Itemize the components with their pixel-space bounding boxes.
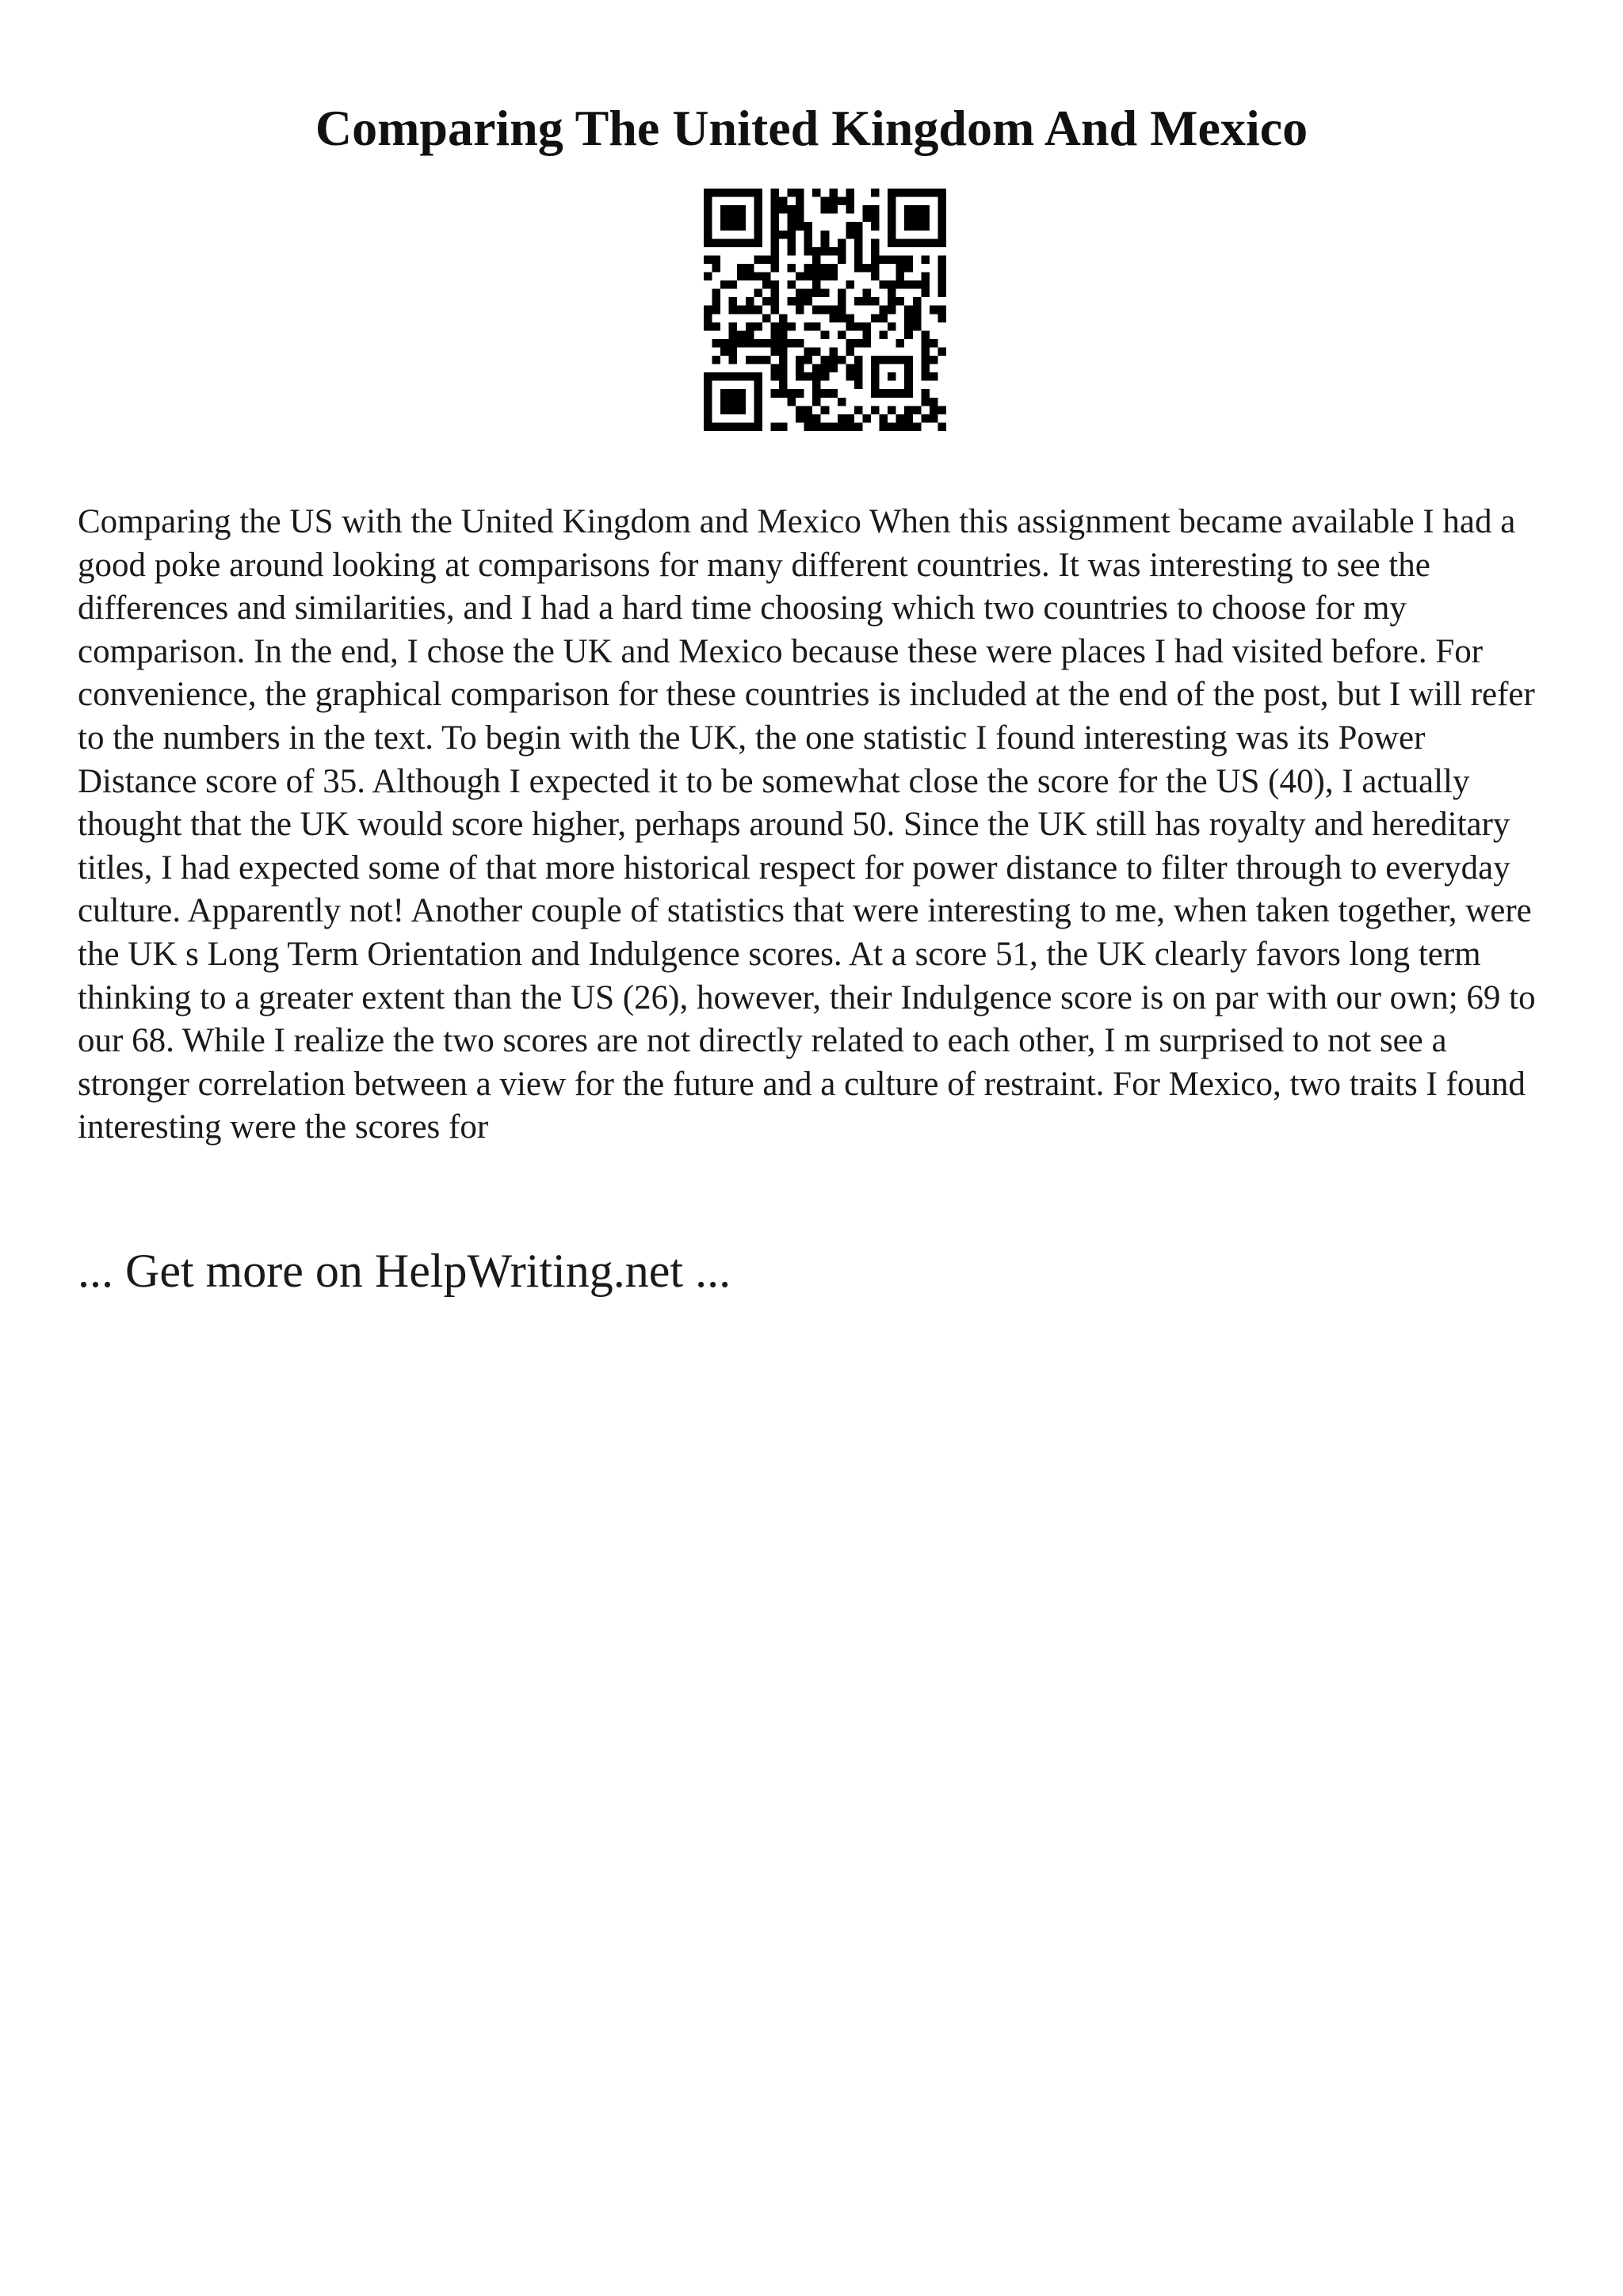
qr-code-icon — [704, 189, 946, 431]
page-title: Comparing The United Kingdom And Mexico — [315, 100, 1308, 156]
essay-excerpt: Comparing the US with the United Kingdom and Mexico When this assignment became available I had a good poke around looking at comparisons for many different countries. It was interesting to see the differences and similarities, and I had a hard time choosing which two countries to choose for my comparison. In the end, I chose the UK and Mexico because these were places I had visited before. For convenience, the graphical comparison for these countries is included at the end of the post, but I will refer to the numbers in the text. To begin with the UK, the one statistic I found interesting was its Power Distance score of 35. Although I expected it to be somewhat close the score for the US (40), I actually thought that the UK would score higher, perhaps around 50. Since the UK still has royalty and hereditary titles, I had expected some of that more historical respect for power distance to filter through to everyday culture. Apparently not! Another couple of statistics that were interesting to me, when taken together, were the UK s Long Term Orientation and Indulgence scores. At a score 51, the UK clearly favors long term thinking to a greater extent than the US (26), however, their Indulgence score is on par with our own; 69 to our 68. While I realize the two scores are not directly related to each other, I m surprised to not see a stronger correlation between a view for the future and a culture of restraint. For Mexico, two traits I found interesting were the scores for — [78, 503, 1536, 1146]
get-more-link[interactable]: ... Get more on HelpWriting.net ... — [78, 1245, 731, 1297]
